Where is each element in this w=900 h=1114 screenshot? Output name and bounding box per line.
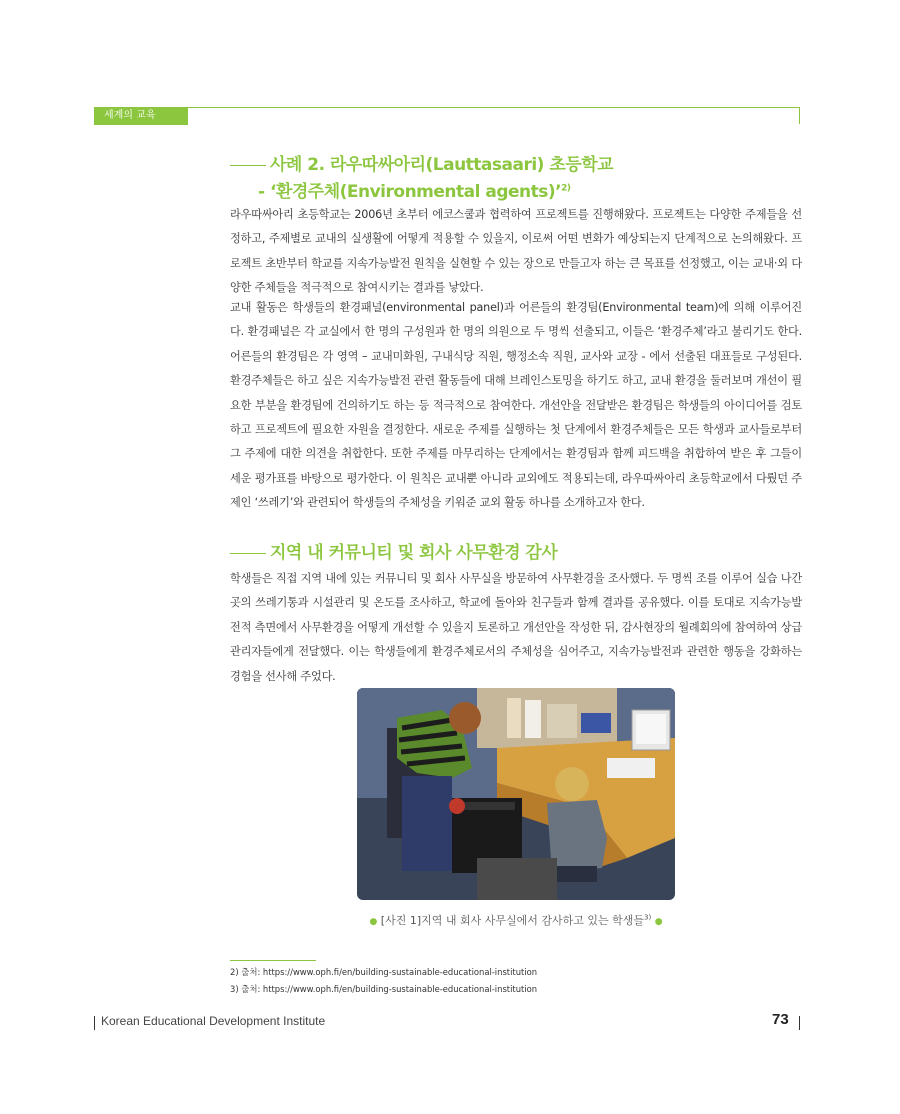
case-paragraph-2: 교내 활동은 학생들의 환경패널(environmental panel)과 어른들의 환경팀(Environmental team)에 의해 이루어진다. 환경패널은 각 교실에서 한 명의 구성원과 한 명의 의원으로 두 명씩 선출되고, 이들은 ‘환경주체’라고 불리기도 한다. 어른들의 환경팀은 각 영역 – 교내미화원, 구내식당 직원, 행정소속 직원, 교사와 교장 - 에서 선출된 대표들로 구성된다. 환경주체들은 하고 싶은 지속가능발전 관련 활동들에 대해 브레인스토밍을 하기도 하고, 교내 환경을 둘러보며 개선이 필요한 부분을 환경팀에 건의하기도 하는 등 적극적으로 참여한다. 개선안을 전달받은 환경팀은 학생들의 아이디어를 검토하고 프로젝트에 필요한 자원을 결정한다. 새로운 주제를 실행하는 첫 단계에서 환경주체들은 모든 학생과 교사들로부터 그 주제에 대한 의견을 취합한다. 또한 주제를 마무리하는 단계에서는 환경팀과 함께 피드백을 취합하여 받은 후 그들이 세운 평가표를 바탕으로 평가한다. 이 원칙은 교내뿐 아니라 교외에도 적용되는데, 라우따싸아리 초등학교에서 다뤘던 주제인 ‘쓰레기’와 관련되어 학생들의 주체성을 키워준 교외 활동 하나를 소개하고자 한다. (230, 301, 802, 510)
section-label: 세계의 교육 (94, 107, 188, 125)
page-number: 73 (772, 1011, 789, 1028)
case-title-line2 (258, 177, 571, 202)
footer-right-tick (799, 1016, 800, 1030)
bullet-icon: ● (369, 917, 378, 927)
footnote-rule (230, 960, 316, 961)
students-office-photo (357, 688, 675, 900)
case-title-line1 (230, 150, 613, 175)
header-rule (188, 107, 800, 108)
section2-paragraph: 학생들은 직접 지역 내에 있는 커뮤니티 및 회사 사무실을 방문하여 사무환경을 조사했다. 두 명씩 조를 이루어 실습 나간 곳의 쓰레기통과 시설관리 및 온도를 조사하고, 학교에 돌아와 친구들과 함께 결과를 공유했다. 이를 토대로 지속가능발전적 측면에서 사무환경을 어떻게 개선할 수 있을지 토론하고 개선안을 작성한 뒤, 감사현장의 월례회의에 참여하여 상급관리자들에게 전달했다. 이는 학생들에게 환경주체로서의 주체성을 심어주고, 지속가능발전과 관련한 행동을 강화하는 경험을 선사해 주었다. (230, 572, 802, 683)
footnote-ref-2: 2) (561, 183, 571, 194)
case-title-text1: 사례 2. 라우따싸아리(Lauttasaari) 초등학교 (270, 155, 614, 175)
footnote-ref-3: 3) (644, 913, 652, 922)
heading-dash (230, 553, 266, 554)
bullet-icon: ● (654, 917, 663, 927)
section2-title-text: 지역 내 커뮤니티 및 회사 사무환경 감사 (270, 543, 558, 563)
header-tick (799, 107, 800, 124)
case-title-text2: - ‘환경주체(Environmental agents)’ (258, 182, 562, 202)
footnote-2: 2) 출처: https://www.oph.fi/en/building-sustainable-educational-institution (230, 967, 538, 977)
footer-left-bar (94, 1016, 95, 1030)
case-paragraph-1: 라우따싸아리 초등학교는 2006년 초부터 에코스쿨과 협력하여 프로젝트를 진행해왔다. 프로젝트는 다양한 주제들을 선정하고, 주제별로 교내의 실생활에 어떻게 적용할 수 있을지, 이로써 어떤 변화가 예상되는지 단계적으로 논의해왔다. 프로젝트 초반부터 학교를 지속가능발전 원칙을 실현할 수 있는 장으로 만들고자 하는 큰 목표를 선정했고, 이는 교내·외 다양한 주체들을 적극적으로 참여시키는 결과를 낳았다. (230, 208, 802, 295)
photo-caption (357, 912, 675, 928)
caption-text: [사진 1]지역 내 회사 사무실에서 감사하고 있는 학생들 (380, 914, 644, 927)
photo-illustration (357, 688, 675, 900)
footnote-3: 3) 출처: https://www.oph.fi/en/building-sustainable-educational-institution (230, 984, 538, 994)
heading-dash (230, 165, 266, 166)
footer-institute: Korean Educational Development Institute (101, 1014, 326, 1028)
section2-title (230, 538, 557, 563)
